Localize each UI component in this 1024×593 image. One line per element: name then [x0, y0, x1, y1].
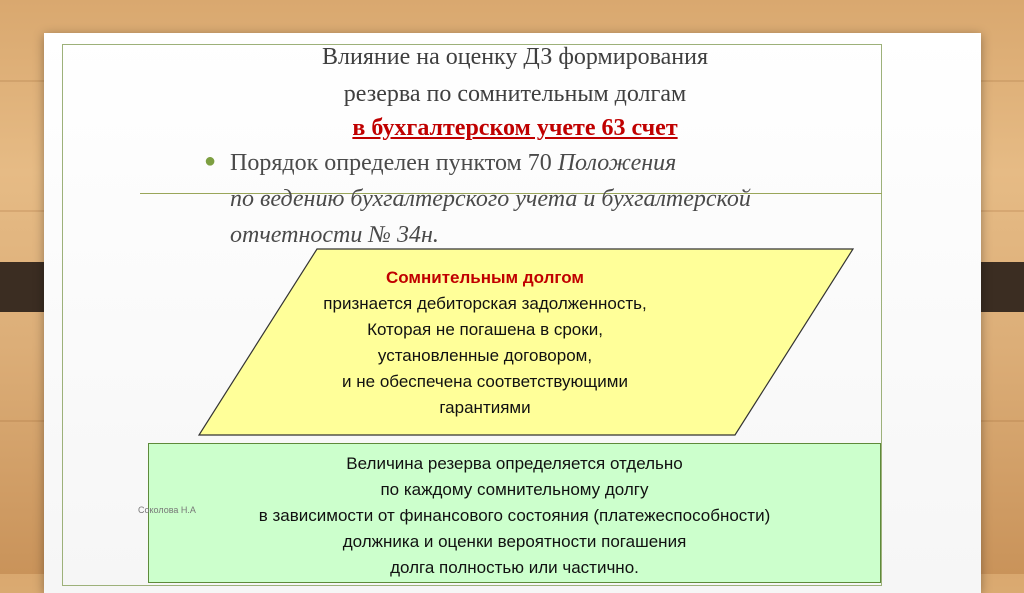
reserve-line: должника и оценки вероятности погашения	[342, 532, 687, 551]
definition-line: и не обеспечена соответствующими	[342, 372, 628, 391]
definition-line: Которая не погашена в сроки,	[367, 320, 603, 339]
paragraph-line-3	[230, 222, 870, 249]
reserve-line: долга полностью или частично.	[390, 558, 639, 577]
slide-title-line-3: в бухгалтерском учете 63 счет	[352, 115, 678, 141]
reserve-text	[148, 451, 881, 581]
paragraph-text: отчетности	[230, 222, 369, 248]
bullet-icon: ●	[204, 150, 217, 172]
paragraph-line-2: по ведению бухгалтерского учета и бухгалтерской	[230, 186, 751, 212]
definition-line: установленные договором,	[377, 346, 593, 365]
paragraph-line-1	[230, 150, 870, 177]
document-number: № 34н.	[368, 222, 439, 248]
paragraph-emphasis: Положения	[557, 150, 677, 176]
paragraph-text: Порядок определен пунктом 70	[230, 150, 558, 176]
definition-title: Сомнительным долгом	[386, 268, 584, 287]
author-label: Соколова Н.А	[138, 505, 196, 515]
reserve-line: по каждому сомнительному долгу	[380, 480, 649, 499]
definition-line: гарантиями	[439, 398, 531, 417]
slide-title-line-2: резерва по сомнительным долгам	[343, 81, 687, 107]
definition-line: признается дебиторская задолженность,	[323, 294, 647, 313]
slide-title-line-1: Влияние на оценку ДЗ формирования	[322, 44, 708, 70]
definition-text	[250, 265, 720, 421]
reserve-line: Величина резерва определяется отдельно	[346, 454, 683, 473]
reserve-line: в зависимости от финансового состояния (платежеспособности)	[258, 506, 771, 525]
